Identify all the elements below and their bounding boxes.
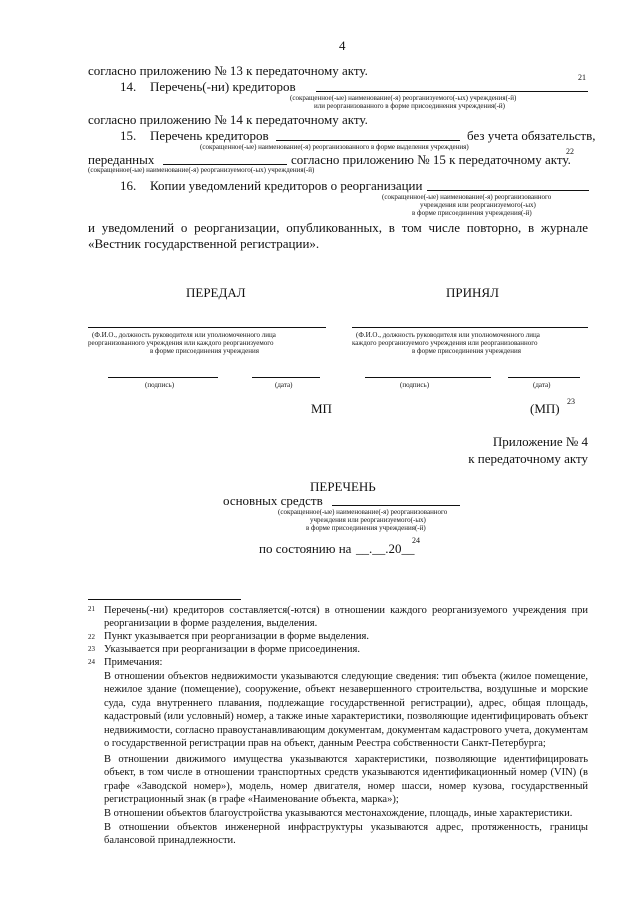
item15-caption: (сокращенное(-ые) наименование(-я) реорганизованного в форме выделения учреждения) — [200, 143, 469, 151]
footnote-22-text: Пункт указывается при реорганизации в форме выделения. — [104, 631, 369, 642]
right-name-line — [352, 327, 588, 328]
item15-text: Перечень кредиторов — [150, 128, 269, 143]
list-caption-2: учреждения или реорганизуемого(-ых) — [310, 516, 426, 524]
footnote-24-real-estate: В отношении объектов недвижимости указываются следующие сведения: тип объекта (жилое помещение, нежилое здание (помещение), сооружение, объект незавершенного строительства, воздушные и морские суда, суда внутреннего плавания, подлежащие государственной регистрации), адрес, общая площадь, кадастровый (или условный) номер, а также иные характеристики, позволяющие идентифицировать объект недвижимости, согласно правоустанавливающим документам, документам кадастрового учета, документам о государственной регистрации прав на объект, данным Реестра собственности Санкт-Петербурга; — [104, 671, 588, 750]
list-subheading-line — [332, 505, 460, 506]
left-date-line — [252, 377, 320, 378]
footnote-ref-22: 22 — [566, 147, 574, 156]
left-caption-3: в форме присоединения учреждения — [150, 347, 259, 355]
item14-caption-2: или реорганизованного в форме присоединения учреждения(-й) — [314, 102, 505, 110]
footnote-ref-24: 24 — [412, 536, 420, 545]
footnote-ref-21: 21 — [578, 73, 586, 82]
item14-caption-1: (сокращенное(-ые) наименование(-я) реорганизуемого(-ых) учреждения(-й) — [290, 94, 517, 102]
item15-fill-line — [276, 140, 460, 141]
as-of-label: по состоянию на — [259, 541, 352, 556]
list-caption-1: (сокращенное(-ые) наименование(-я) реорганизованного — [278, 508, 448, 516]
footnote-21-number: 21 — [88, 605, 95, 613]
footnote-24-improvement: В отношении объектов благоустройства указываются местонахождение, площадь, иные характеристики. — [104, 808, 573, 819]
appendix-title: Приложение № 4 — [492, 434, 588, 449]
transferred-by-title: ПЕРЕДАЛ — [186, 285, 246, 300]
item15-fill-line-2 — [163, 164, 287, 165]
right-caption-2: каждого реорганизуемого учреждения или реорганизованного — [352, 339, 538, 347]
item16-caption-1: (сокращенное(-ые) наименование(-я) реорганизованного — [382, 193, 552, 201]
item15-number: 15. — [120, 128, 137, 143]
right-stamp-place: (МП) — [530, 401, 560, 416]
right-caption-1: (Ф.И.О., должность руководителя или уполномоченного лица — [356, 331, 540, 339]
left-stamp-place: МП — [311, 401, 332, 416]
right-date-line — [508, 377, 580, 378]
right-caption-3: в форме присоединения учреждения — [412, 347, 521, 355]
item16-caption-2: учреждения или реорганизуемого(-ых) — [420, 201, 536, 209]
right-signature-label: (подпись) — [400, 381, 430, 389]
item15-caption-2: (сокращенное(-ые) наименование(-я) реорганизуемого(-ых) учреждения(-й) — [88, 166, 315, 174]
item14-fill-line — [316, 91, 588, 92]
footnote-23-text: Указывается при реорганизации в форме присоединения. — [104, 644, 360, 655]
item14-text: Перечень(-ни) кредиторов — [150, 79, 296, 94]
footnote-24-infrastructure: В отношении объектов инженерной инфраструктуры указываются адрес, протяженность, границы балансовой принадлежности. — [104, 822, 588, 847]
item16-caption-3: в форме присоединения учреждения(-й) — [412, 209, 532, 217]
page-number: 4 — [339, 38, 346, 53]
item16-fill-line — [427, 190, 589, 191]
item16-text: Копии уведомлений кредиторов о реорганизации — [150, 178, 423, 193]
item16-number: 16. — [120, 178, 137, 193]
list-heading: ПЕРЕЧЕНЬ — [310, 479, 376, 494]
left-caption-2: реорганизованного учреждения или каждого реорганизуемого — [88, 339, 274, 347]
item15-tail: без учета обязательств, — [467, 128, 596, 143]
item15-transferred: переданных — [88, 152, 155, 167]
footnote-21-text: Перечень(-ни) кредиторов составляется(-ются) в отношении каждого реорганизуемого учреждения при реорганизации в форме разделения, выделения. — [104, 605, 588, 630]
as-of-date: __.__.20__ — [356, 541, 415, 556]
left-date-label: (дата) — [275, 381, 293, 389]
footnote-24-title: Примечания: — [104, 657, 163, 668]
right-date-label: (дата) — [533, 381, 551, 389]
footnote-24-movable: В отношении движимого имущества указываются характеристики, позволяющие идентифицировать объект, в том числе в отношении транспортных средств указываются идентификационный номер (VIN) (в графе «Заводской номер»), модель, номер двигателя, номер шасси, номер кузова, государственный регистрационный знак (в графе «Наименование объекта, марка»); — [104, 754, 588, 806]
footnote-22-number: 22 — [88, 633, 95, 641]
footnote-24-number: 24 — [88, 658, 95, 666]
appendix-subtitle: к передаточному акту — [468, 451, 588, 466]
accepted-by-title: ПРИНЯЛ — [446, 285, 499, 300]
item14-number: 14. — [120, 79, 137, 94]
left-name-line — [88, 327, 326, 328]
footnote-separator — [88, 599, 241, 600]
item13-tail: согласно приложению № 13 к передаточному акту. — [88, 63, 368, 78]
footnote-23-number: 23 — [88, 645, 95, 653]
left-caption-1: (Ф.И.О., должность руководителя или уполномоченного лица — [92, 331, 276, 339]
right-signature-line — [365, 377, 491, 378]
footnote-ref-23: 23 — [567, 397, 575, 406]
left-signature-line — [108, 377, 218, 378]
left-signature-label: (подпись) — [145, 381, 175, 389]
item14-tail: согласно приложению № 14 к передаточному акту. — [88, 112, 368, 127]
list-subheading: основных средств — [223, 493, 323, 508]
list-caption-3: в форме присоединения учреждения(-й) — [306, 524, 426, 532]
item15-tail-2: согласно приложению № 15 к передаточному акту. — [291, 152, 571, 167]
item16-paragraph: и уведомлений о реорганизации, опубликованных, в том числе повторно, в журнале «Вестник государственной регистрации». — [88, 220, 588, 251]
